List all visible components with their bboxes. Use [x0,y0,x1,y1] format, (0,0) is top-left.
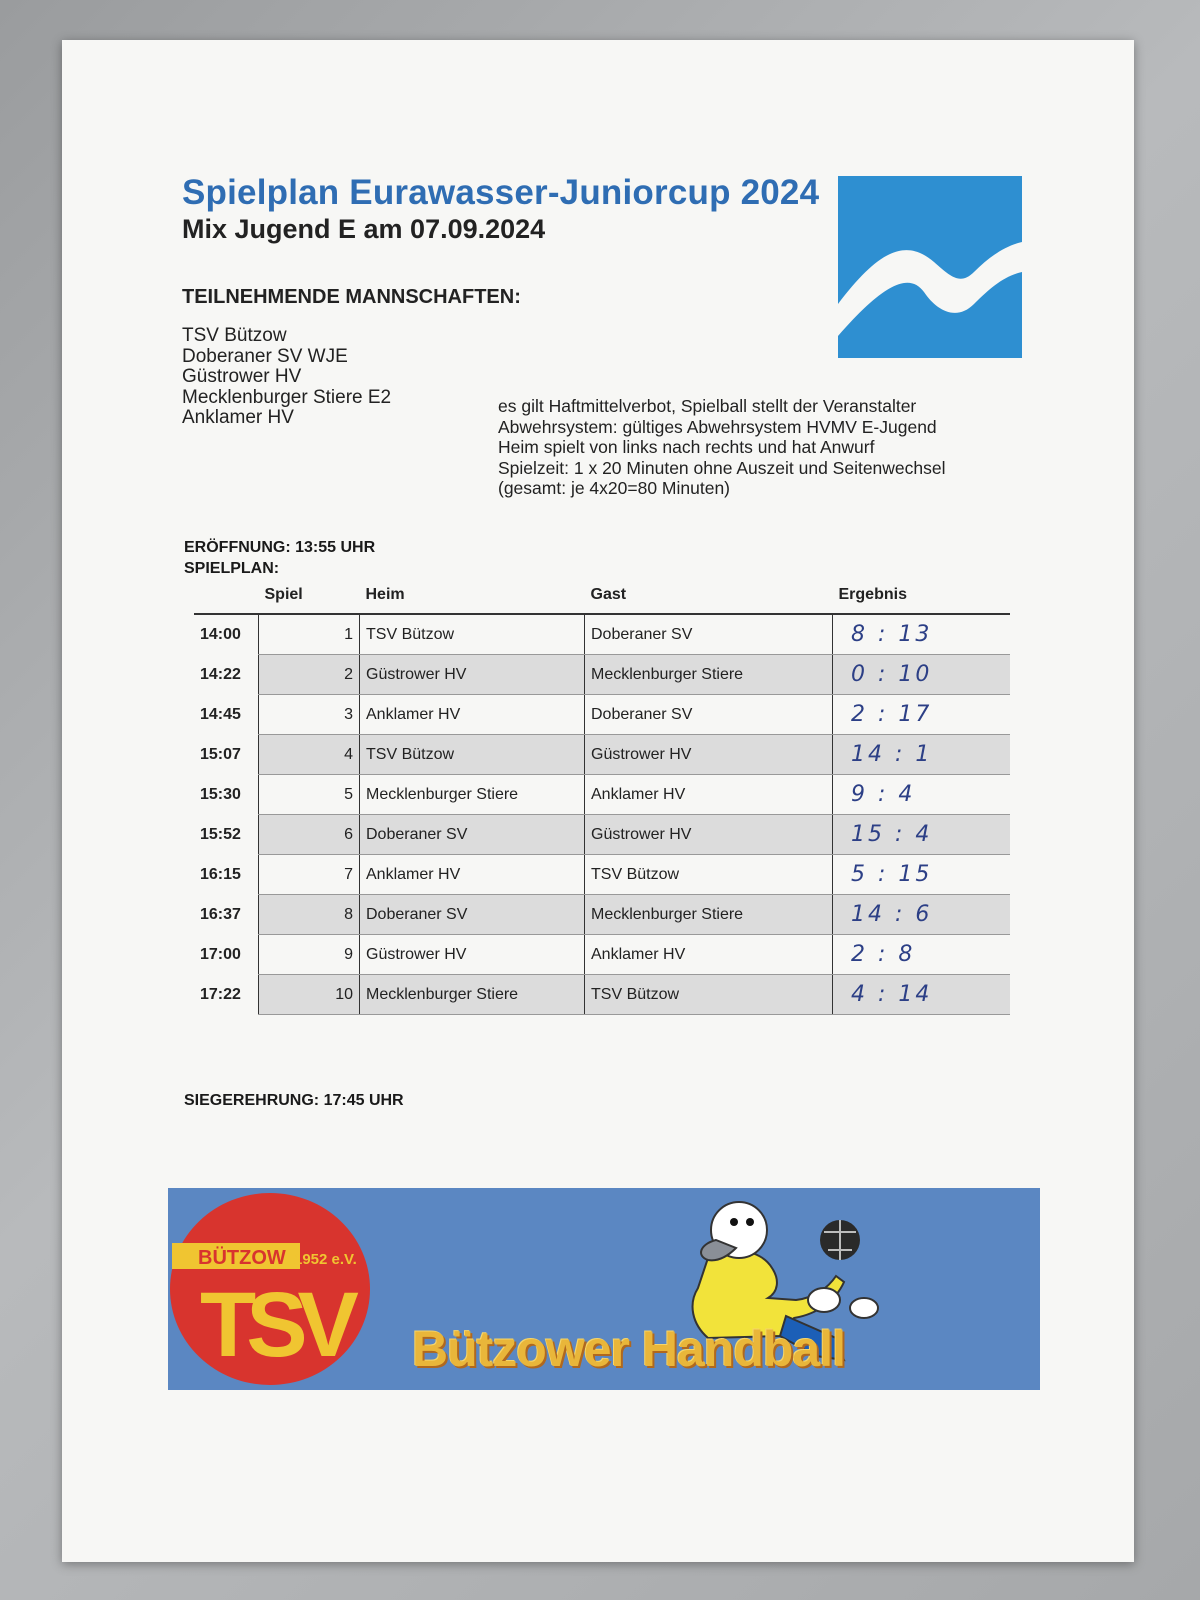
result-cell [833,695,1011,735]
club-year: 1952 e.V. [294,1251,357,1268]
table-row [194,935,1010,975]
game-number: 3 [259,695,360,735]
match-time: 16:15 [200,865,241,883]
guest-team: Mecklenburger Stiere [585,895,833,935]
opening-time: ERÖFFNUNG: 13:55 UHR [184,539,376,556]
table-row [194,655,1010,695]
handwritten-result: 15 : 4 [851,822,933,847]
result-cell [833,775,1011,815]
home-team: Doberaner SV [360,895,585,935]
match-time: 15:30 [200,785,241,803]
match-time: 14:45 [200,705,241,723]
match-time: 15:52 [200,825,241,843]
page-title: Spielplan Eurawasser-Juniorcup 2024 [182,173,820,212]
result-cell [833,935,1011,975]
match-time: 17:22 [200,985,241,1003]
guest-team: Doberaner SV [585,614,833,655]
table-row [194,855,1010,895]
game-number: 10 [259,975,360,1015]
team-item: Mecklenburger Stiere E2 [182,386,392,408]
game-number: 6 [259,815,360,855]
table-row [194,895,1010,935]
home-team: Anklamer HV [360,695,585,735]
match-time: 14:22 [200,665,241,683]
result-cell [833,895,1011,935]
result-cell [833,735,1011,775]
guest-team: Anklamer HV [585,775,833,815]
award-ceremony-time: SIEGEREHRUNG: 17:45 UHR [184,1092,404,1109]
guest-team: TSV Bützow [585,975,833,1015]
game-number: 1 [259,614,360,655]
club-banner [168,1188,1040,1390]
handwritten-result: 14 : 6 [851,902,933,927]
home-team: Mecklenburger Stiere [360,775,585,815]
rule-line: Abwehrsystem: gültiges Abwehrsystem HVMV E-Jugend [498,416,937,437]
home-team: Güstrower HV [360,935,585,975]
result-cell [833,975,1011,1015]
schedule-header-row [194,577,1010,614]
table-row [194,975,1010,1015]
paper-sheet [62,40,1134,1562]
schedule-label: SPIELPLAN: [184,560,280,577]
home-team: Güstrower HV [360,655,585,695]
table-row [194,695,1010,735]
guest-team: Güstrower HV [585,815,833,855]
handwritten-result: 2 : 17 [851,702,933,727]
rule-line: Heim spielt von links nach rechts und hat Anwurf [498,437,875,457]
result-cell [833,655,1011,695]
handwritten-result: 9 : 4 [851,782,916,807]
time-column-header [194,577,259,614]
home-column-header: Heim [360,577,585,614]
guest-team: Mecklenburger Stiere [585,655,833,695]
team-item: Doberaner SV WJE [182,345,348,367]
handwritten-result: 2 : 8 [851,942,916,967]
guest-team: Güstrower HV [585,735,833,775]
game-number: 2 [259,655,360,695]
handwritten-result: 0 : 10 [851,662,933,687]
match-time: 14:00 [200,625,241,643]
schedule-table [194,577,1010,1015]
guest-team: TSV Bützow [585,855,833,895]
eurawasser-wave-logo [838,176,1022,358]
result-cell [833,855,1011,895]
home-team: TSV Bützow [360,735,585,775]
guest-team: Anklamer HV [585,935,833,975]
guest-team: Doberaner SV [585,695,833,735]
table-row [194,775,1010,815]
game-number: 5 [259,775,360,815]
team-item: Anklamer HV [182,407,294,428]
home-team: Anklamer HV [360,855,585,895]
table-row [194,614,1010,655]
table-row [194,735,1010,775]
game-number: 8 [259,895,360,935]
handwritten-result: 4 : 14 [851,982,933,1007]
handball-icon [820,1220,860,1260]
game-number: 7 [259,855,360,895]
result-column-header: Ergebnis [833,577,1011,614]
banner-title: Bützower Handball [412,1321,846,1377]
match-time: 17:00 [200,945,241,963]
game-number: 9 [259,935,360,975]
club-letters: TSV [200,1274,349,1376]
team-item: Güstrower HV [182,366,302,387]
table-row [194,815,1010,855]
game-number: 4 [259,735,360,775]
teams-list [182,326,391,429]
result-cell [833,614,1011,655]
result-cell [833,815,1011,855]
handwritten-result: 8 : 13 [851,622,933,647]
game-column-header: Spiel [259,577,360,614]
club-name: BÜTZOW [198,1247,286,1269]
match-time: 15:07 [200,745,241,763]
rule-line: (gesamt: je 4x20=80 Minuten) [498,478,731,498]
rule-line: es gilt Haftmittelverbot, Spielball stellt der Veranstalter [498,396,917,416]
guest-column-header: Gast [585,577,833,614]
teams-heading: TEILNEHMENDE MANNSCHAFTEN: [182,286,521,308]
home-team: Doberaner SV [360,815,585,855]
rule-line: Spielzeit: 1 x 20 Minuten ohne Auszeit und Seitenwechsel [498,457,946,478]
match-time: 16:37 [200,905,241,923]
team-item: TSV Bützow [182,325,287,346]
handwritten-result: 5 : 15 [851,862,933,887]
page-subtitle: Mix Jugend E am 07.09.2024 [182,214,546,244]
rules-list [498,396,946,499]
handwritten-result: 14 : 1 [851,742,933,767]
home-team: TSV Bützow [360,614,585,655]
home-team: Mecklenburger Stiere [360,975,585,1015]
tsv-club-logo [170,1193,370,1385]
